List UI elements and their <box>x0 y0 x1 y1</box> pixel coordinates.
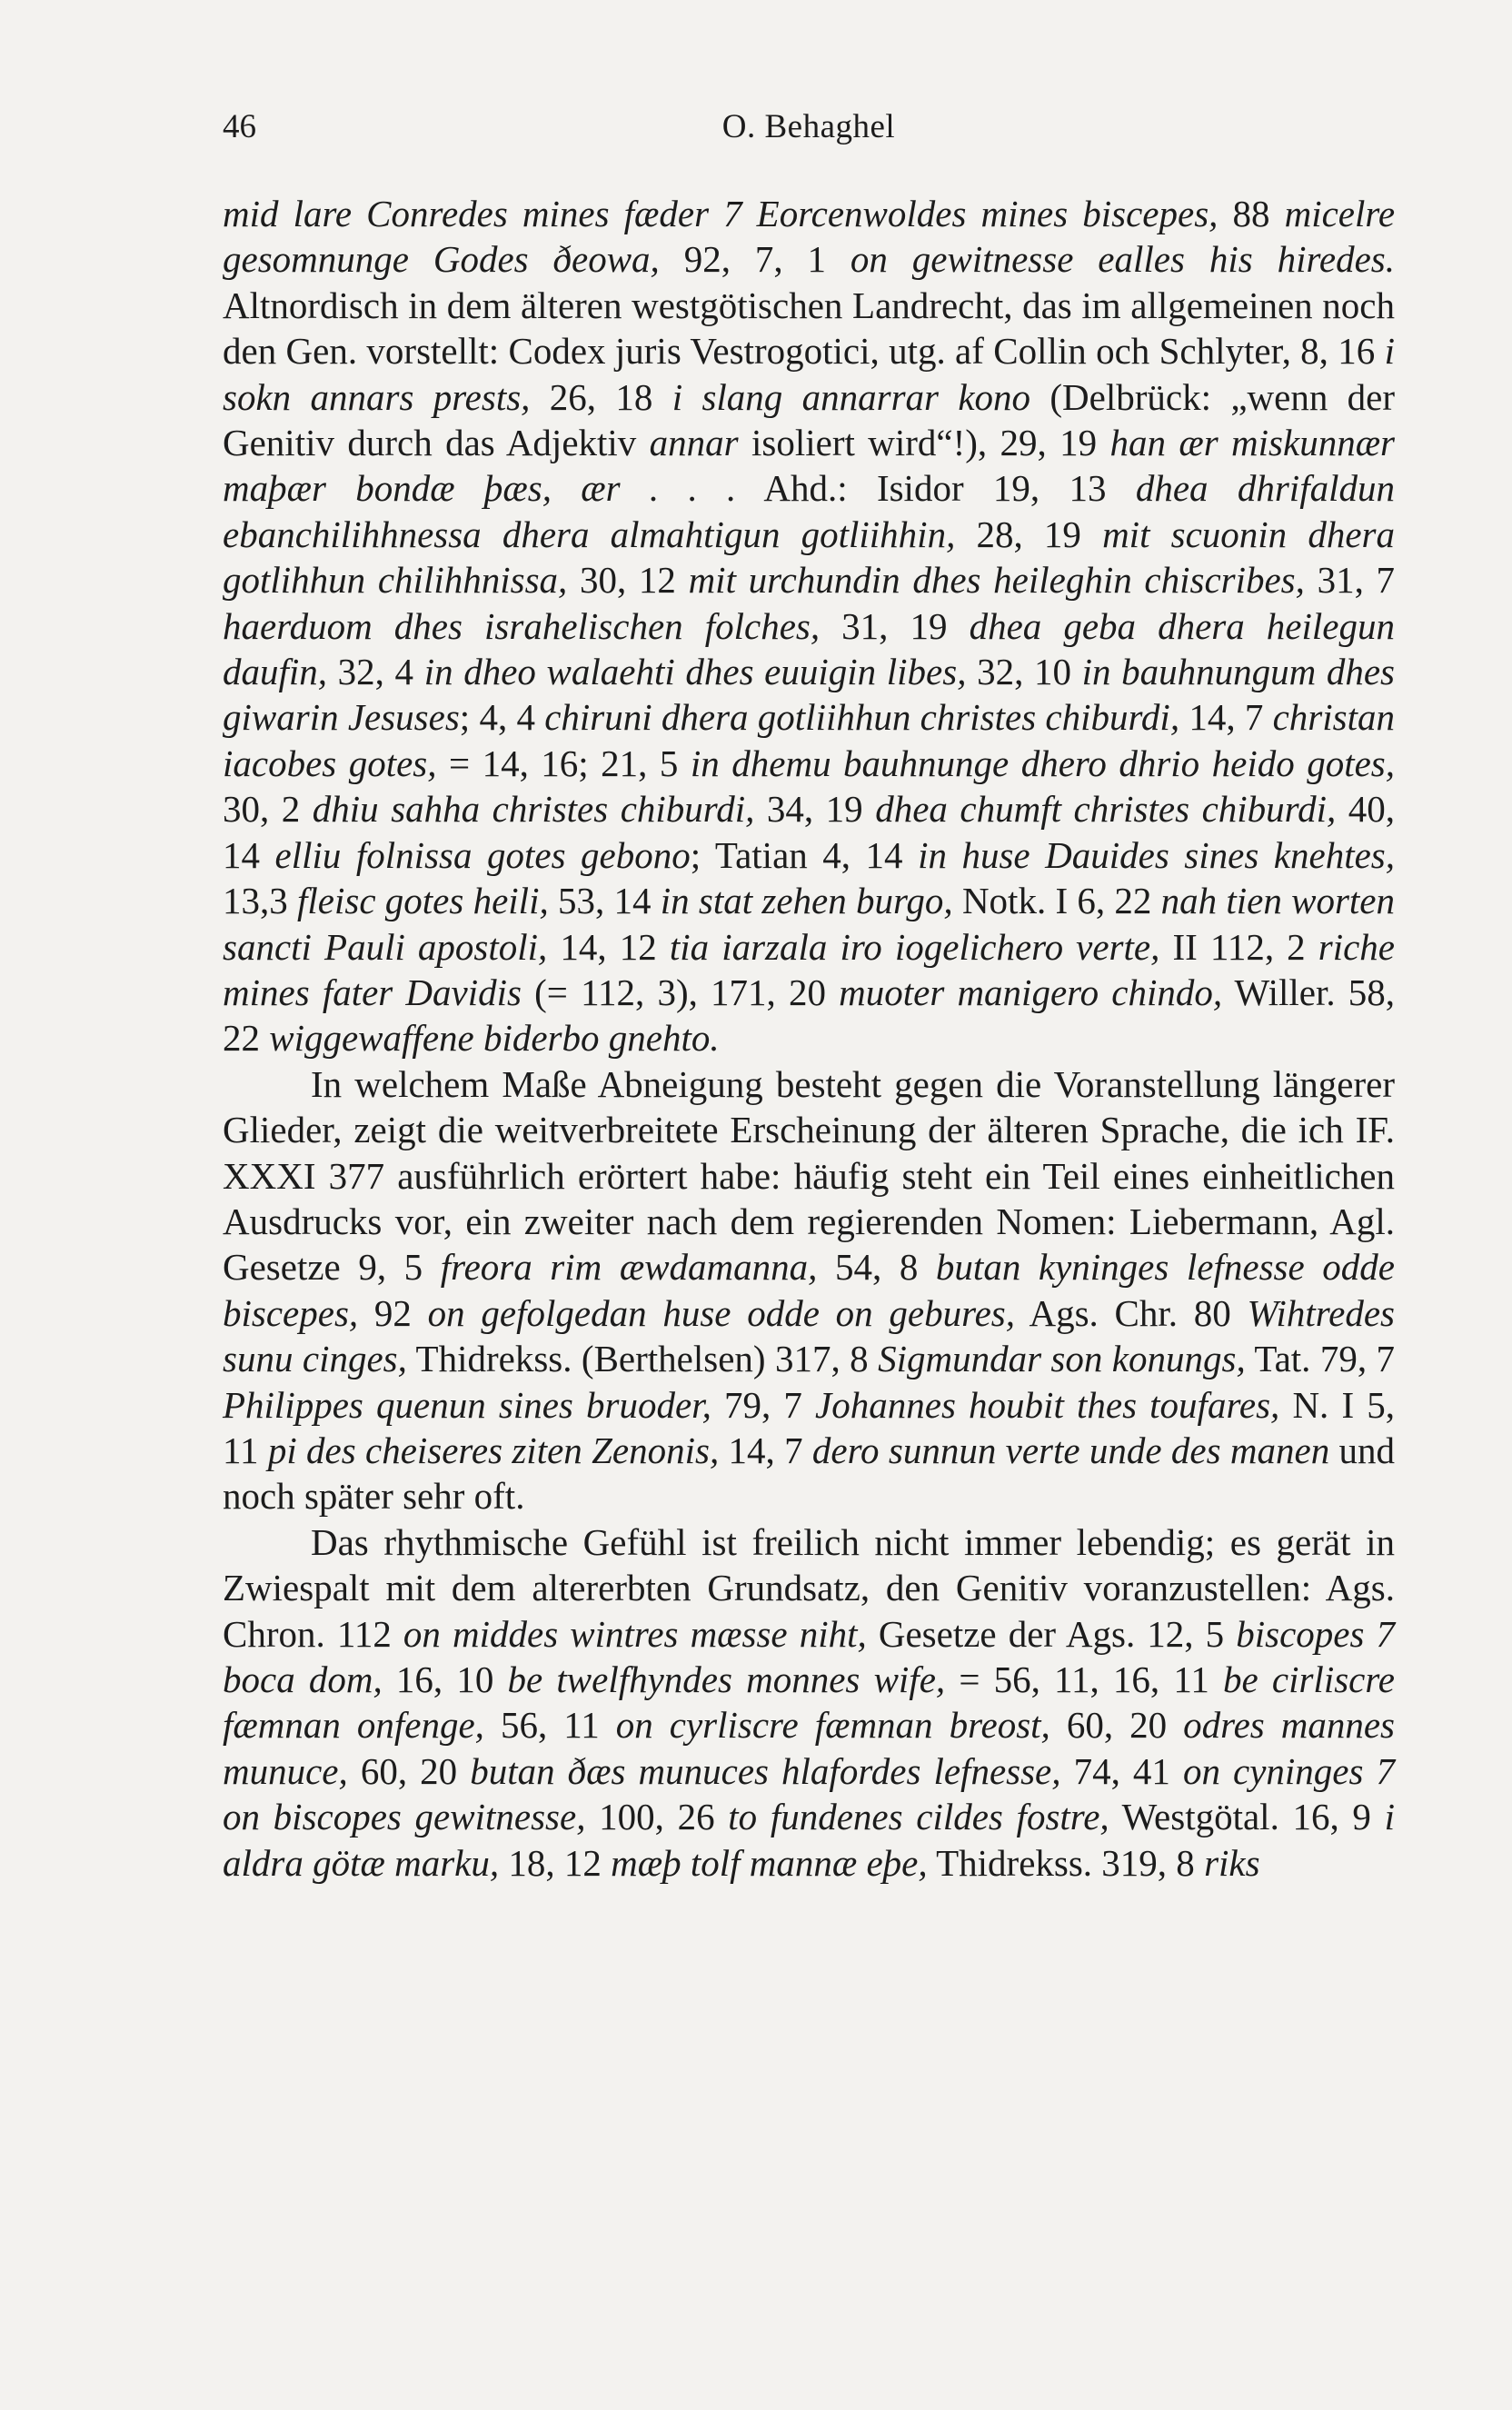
text-run: 100, 26 <box>585 1796 729 1838</box>
text-run: 18, 12 <box>499 1841 612 1884</box>
italic-citation: dhea chumft christes chiburdi, <box>875 788 1337 831</box>
text-run: 31, 7 <box>1304 559 1396 602</box>
text-run: = 14, 16; 21, 5 <box>436 742 691 784</box>
text-run: Westgötal. 16, 9 <box>1109 1796 1385 1838</box>
italic-citation: nah tien worten sancti Pauli apostoli, <box>223 880 1396 968</box>
text-run: Tat. 79, 7 <box>1245 1338 1395 1380</box>
italic-citation: micelre gesomnunge Godes ðeowa, <box>223 193 1396 281</box>
italic-citation: in dheo walaehti dhes euuigin libes, <box>423 651 967 693</box>
page-number: 46 <box>223 108 256 145</box>
italic-citation: in huse Dauides sines knehtes, <box>918 833 1395 876</box>
italic-citation: Wihtredes sunu cinges, <box>223 1291 1395 1380</box>
italic-citation: mæþ tolf mannæ eþe, <box>611 1841 928 1884</box>
text-run: Thidrekss. 319, 8 <box>927 1841 1205 1884</box>
text-run: 32, 10 <box>966 651 1082 693</box>
italic-citation: butan ðæs munuces hlafordes lefnesse, <box>470 1749 1061 1792</box>
italic-citation: in dhemu bauhnunge dhero dhrio heido gotes, <box>690 742 1395 784</box>
text-run: 56, 11 <box>483 1704 616 1747</box>
text-run: Gesetze der Ags. 12, 5 <box>866 1612 1237 1655</box>
italic-citation: mit urchundin dhes heileghin chiscribes, <box>688 559 1305 602</box>
text-run: 14, 12 <box>547 925 670 968</box>
italic-citation: in stat zehen burgo, <box>660 880 953 922</box>
italic-citation: Sigmundar son konungs, <box>878 1338 1246 1380</box>
text-run: 14, 7 <box>719 1429 812 1471</box>
text-run: 92, 7, 1 <box>659 238 850 281</box>
text-run: 54, 8 <box>817 1246 936 1289</box>
italic-citation: freora rim æwdamanna, <box>440 1246 818 1289</box>
text-run: 79, 7 <box>711 1383 816 1426</box>
paragraph <box>223 1519 1395 1886</box>
italic-citation: dhiu sahha christes chiburdi, <box>312 788 755 831</box>
text-run: Ahd.: Isidor 19, 13 <box>736 467 1136 510</box>
italic-citation: on cyninges 7 on biscopes gewitnesse, <box>223 1749 1396 1838</box>
text-run: 14, 7 <box>1179 696 1273 739</box>
italic-citation: riche mines fater Davidis <box>223 925 1395 1013</box>
italic-citation: on middes wintres mæsse niht, <box>403 1612 867 1655</box>
text-run: 92 <box>358 1291 428 1334</box>
italic-citation: mit scuonin dhera gotlihhun chilihhnissa, <box>223 513 1395 602</box>
paragraph <box>223 191 1395 1061</box>
text-run: 74, 41 <box>1060 1749 1183 1792</box>
italic-citation: in bauhnungum dhes giwarin Jesuses <box>223 651 1396 739</box>
italic-citation: muoter manigero chindo, <box>839 971 1223 1013</box>
italic-citation: han ær miskunnær maþær bondæ þæs, ær . . . <box>223 422 1396 510</box>
italic-citation: Johannes houbit thes toufares, <box>815 1383 1280 1426</box>
italic-citation: mid lare Conredes mines fæder 7 Eorcenwoldes mines biscepes, <box>223 193 1219 234</box>
italic-citation: on cyrliscre fæmnan breost, <box>615 1704 1050 1747</box>
text-run: ; Tatian 4, 14 <box>690 833 919 876</box>
text-run: 40, 14 <box>223 788 1395 876</box>
italic-citation: fleisc gotes heili, <box>297 880 549 922</box>
text-run: 60, 20 <box>347 1749 471 1792</box>
italic-citation: Philippes quenun sines bruoder, <box>223 1383 711 1426</box>
italic-citation: i slang annarrar kono <box>671 375 1031 418</box>
text-run: 26, 18 <box>530 375 672 418</box>
text-run: Das rhythmische Gefühl ist freilich nicht immer lebendig; es gerät in Zwiespalt mit dem altererbten Grundsatz, den Genitiv voranzustellen: Ags. Chron. 112 <box>223 1520 1395 1655</box>
italic-citation: dhea geba dhera heilegun daufin, <box>223 604 1395 693</box>
body-text <box>223 191 1395 1886</box>
text-run: 13,3 <box>223 880 298 922</box>
italic-citation: pi des cheiseres ziten Zenonis, <box>267 1429 720 1471</box>
text-run: und noch später sehr oft. <box>223 1429 1396 1518</box>
text-run: Willer. 58, 22 <box>223 971 1396 1060</box>
italic-citation: to fundenes cildes fostre, <box>728 1796 1109 1838</box>
italic-citation: haerduom dhes israhelischen folches, <box>223 604 821 647</box>
italic-citation: annar <box>649 422 739 464</box>
text-run: 34, 19 <box>754 788 876 831</box>
italic-citation: on gefolgedan huse odde on gebures, <box>427 1291 1015 1334</box>
text-run: 28, 19 <box>955 513 1103 555</box>
italic-citation: wiggewaffene biderbo gnehto. <box>269 1017 720 1060</box>
text-run: 53, 14 <box>548 880 661 922</box>
text-run: Notk. I 6, 22 <box>952 880 1161 922</box>
italic-citation: on gewitnesse ealles his hiredes. <box>850 238 1395 281</box>
text-run: 32, 4 <box>327 651 424 693</box>
italic-citation: be twelfhyndes monnes wife, <box>507 1658 946 1700</box>
italic-citation: dhea dhrifaldun ebanchilihhnessa dhera almahtigun gotliihhin, <box>223 467 1395 555</box>
italic-citation: christan iacobes gotes, <box>223 696 1395 784</box>
text-run: = 56, 11, 16, 11 <box>945 1658 1224 1700</box>
italic-citation: be cirliscre fæmnan onfenge, <box>223 1658 1395 1747</box>
italic-citation: chiruni dhera gotliihhun christes chiburdi, <box>544 696 1180 739</box>
italic-citation: dero sunnun verte unde des manen <box>811 1429 1330 1471</box>
page-header <box>223 107 1395 162</box>
text-run: 88 <box>1218 193 1285 234</box>
text-run: isoliert wird“!), 29, 19 <box>738 422 1110 464</box>
italic-citation: odres mannes munuce, <box>223 1704 1396 1792</box>
text-run: N. I 5, 11 <box>223 1383 1396 1471</box>
running-head: O. Behaghel <box>721 108 896 145</box>
text-run: Ags. Chr. 80 <box>1014 1291 1248 1334</box>
italic-citation: elliu folnissa gotes gebono <box>274 833 691 876</box>
text-run: Altnordisch in dem älteren westgötischen Landrecht, das im allgemeinen noch den Gen. vorstellt: Codex juris Vestrogotici, utg. af Collin och Schlyter, 8, 16 <box>223 284 1395 373</box>
italic-citation: i aldra götæ marku, <box>223 1796 1396 1884</box>
text-run: (= 112, 3), 171, 20 <box>521 971 840 1013</box>
italic-citation: biscopes 7 boca dom, <box>223 1612 1396 1700</box>
text-run: 30, 2 <box>223 788 313 831</box>
text-run: 16, 10 <box>382 1658 508 1700</box>
paragraph <box>223 1061 1395 1519</box>
italic-citation: riks <box>1204 1841 1260 1884</box>
text-run: Thidrekss. (Berthelsen) 317, 8 <box>406 1338 879 1380</box>
italic-citation: i sokn annars prests, <box>223 330 1395 418</box>
text-run: ; 4, 4 <box>459 696 545 739</box>
text-run: II 112, 2 <box>1159 925 1318 968</box>
italic-citation: tia iarzala iro iogelichero verte, <box>669 925 1160 968</box>
text-run: (Delbrück: „wenn der Genitiv durch das Adjektiv <box>223 375 1396 464</box>
text-run: 31, 19 <box>820 604 970 647</box>
text-run: 30, 12 <box>567 559 689 602</box>
italic-citation: butan kyninges lefnesse odde biscepes, <box>223 1246 1395 1334</box>
text-run: In welchem Maße Abneigung besteht gegen die Voranstellung längerer Glieder, zeigt die weitverbreitete Erscheinung der älteren Sprache, die ich IF. XXXI 377 ausführlich erörtert habe: häufig steht ein Teil eines einheitlichen Ausdrucks vor, ein zweiter nach dem regierenden Nomen: Liebermann, Agl. Gesetze 9, 5 <box>223 1062 1395 1289</box>
text-run: 60, 20 <box>1049 1704 1184 1747</box>
